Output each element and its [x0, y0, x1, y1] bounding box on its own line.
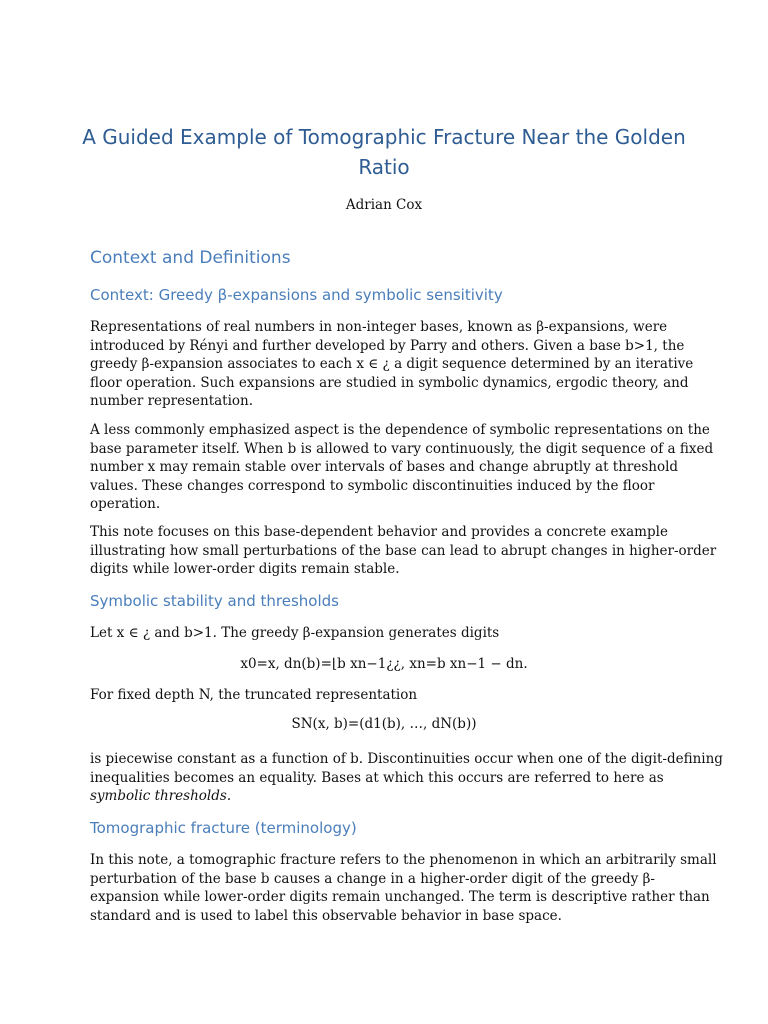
paragraph-fixed-depth — [90, 686, 680, 705]
text-line: expansion while lower-order digits remain unchanged. The term is descriptive rather than — [90, 889, 710, 905]
text-line: digits while lower-order digits remain stable. — [90, 561, 400, 577]
text-line: inequalities becomes an equality. Bases at which this occurs are referred to here as — [90, 769, 664, 786]
text-line: Let x ∈ ¿ and b>1. The greedy β-expansion generates digits — [90, 625, 500, 641]
text-line: illustrating how small perturbations of the base can lead to abrupt changes in higher-order — [90, 542, 717, 559]
equation-greedy-digits: x0=x, dn(b)=⌊b xn−1¿¿, xn=b xn−1 − dn. — [240, 656, 528, 672]
section-heading-context: Context and Definitions — [90, 248, 291, 268]
document-title — [80, 122, 688, 182]
text-line: standard and is used to label this observable behavior in base space. — [90, 907, 562, 924]
text-line: This note focuses on this base-dependent behavior and provides a concrete example — [90, 524, 668, 540]
paragraph-focus — [90, 523, 717, 579]
text-line: A less commonly emphasized aspect is the dependence of symbolic representations on the — [90, 422, 710, 438]
text-line: In this note, a tomographic fracture refers to the phenomenon in which an arbitrarily small — [90, 852, 717, 868]
paragraph-intro — [90, 318, 694, 411]
text-line: greedy β-expansion associates to each x ∈ ¿ a digit sequence determined by an iterative — [90, 356, 694, 372]
text-line: floor operation. Such expansions are studied in symbolic dynamics, ergodic theory, and — [90, 374, 689, 391]
author-name: Adrian Cox — [345, 197, 423, 213]
text-line: number representation. — [90, 393, 254, 409]
text-line: For fixed depth N, the truncated representation — [90, 687, 418, 703]
subsection-heading-stability: Symbolic stability and thresholds — [90, 592, 339, 610]
paragraph-fracture — [90, 851, 717, 925]
paragraph-let — [90, 624, 680, 643]
title-line-2: Ratio — [358, 155, 410, 179]
text-line: introduced by Rényi and further developed by Parry and others. Given a base b>1, the — [90, 337, 685, 354]
subsection-heading-fracture: Tomographic fracture (terminology) — [90, 819, 357, 837]
text-line: values. These changes correspond to symbolic discontinuities induced by the floor — [90, 477, 655, 494]
title-line-1: A Guided Example of Tomographic Fracture Near the Golden — [82, 125, 686, 149]
text-line: is piecewise constant as a function of b. Discontinuities occur when one of the digit-defining — [90, 751, 723, 767]
equation-truncated-representation: SN(x, b)=(d1(b), …, dN(b)) — [291, 716, 477, 732]
paragraph-base-dependence — [90, 421, 714, 514]
text-line: number x may remain stable over intervals of bases and change abruptly at threshold — [90, 459, 679, 475]
subsection-heading-greedy: Context: Greedy β-expansions and symbolic sensitivity — [90, 286, 503, 304]
text-line: perturbation of the base b causes a change in a higher-order digit of the greedy β- — [90, 870, 655, 887]
text-line: symbolic thresholds. — [90, 788, 232, 804]
text-line: base parameter itself. When b is allowed to vary continuously, the digit sequence of a fixed — [90, 440, 714, 457]
text-line: Representations of real numbers in non-integer bases, known as β-expansions, were — [90, 319, 668, 335]
paragraph-piecewise — [90, 750, 723, 806]
text-line: operation. — [90, 496, 161, 512]
